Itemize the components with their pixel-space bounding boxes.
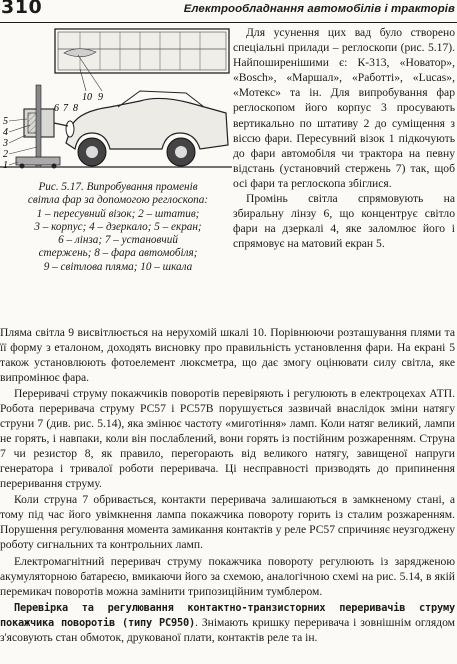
screen-scale-drawing [55, 29, 229, 73]
paragraph: Електромагнітний переривач струму покажчика повороту регулюють із зарядженою акумуляторною батареєю, вмикаючи його за схемою, аналогічною схемі на рис. 5.14, в якій перемикач поворотів можна замінити трипозиційним тумблером. [0, 554, 455, 598]
callout-5: 5 [3, 116, 8, 127]
right-column-text [233, 25, 455, 251]
reglоscope-illustration [0, 25, 232, 180]
paragraph: Пляма світла 9 висвітлюється на нерухомій шкалі 10. Порівнюючи розташування плями та її форму з еталоном, доходять висновку про правильність установлення фари. На екрані 5 також установлюють фотоелемент люксметра, що дає змогу оцінювати силу світла, яке випромінює фара. [0, 326, 455, 384]
figure-reglоscope [0, 25, 232, 180]
paragraph: Промінь світла спрямовують на збиральну лінзу 6, що концентрує світло фари на дзеркалі 4, яке заломлює його і спрямовує на матовий екран 5. [233, 192, 455, 251]
caption-line: 3 – корпус; 4 – дзеркало; 5 – екран; [34, 220, 202, 233]
callout-10: 10 [82, 92, 92, 103]
page-header [0, 0, 457, 23]
callout-8: 8 [73, 103, 78, 114]
running-title: Електрообладнання автомобілів і тракторів [183, 3, 455, 15]
paragraph-with-heading [0, 601, 455, 646]
callout-7: 7 [63, 103, 68, 114]
paragraph: Для усунення цих вад було створено спеціальні прилади – реглоскопи (рис. 5.17). Найпоширенішими є: К-313, «Новатор», «Bosch», «Маршал», «Работті», «Lucas», «Мотекс» та ін. Для випробування фар реглоскопом його корпус 3 просувають вертикально по штативу 2 до суміщення з віссю фари. Пересувний візок 1 підкочують до фари автомобіля чи трактора на певну відстань (установчий стержень 7) так, щоб осі фари та реглоскопа збіглися. [233, 26, 455, 190]
callout-6: 6 [54, 103, 59, 114]
callout-1: 1 [3, 160, 8, 171]
page-number: 310 [1, 0, 43, 18]
caption-line: стержень; 8 – фара автомобіля; [38, 247, 198, 260]
callout-3: 3 [3, 138, 8, 149]
caption-line: Рис. 5.17. Випробування променів [38, 181, 198, 193]
caption-line: 9 – світлова пляма; 10 – шкала [43, 260, 193, 273]
callout-9: 9 [98, 92, 103, 103]
body-text [0, 326, 455, 648]
paragraph: Коли струна 7 обривається, контакти переривача залишаються в замкненому стані, а тому під час його увімкнення лампа покажчика повороту горить із сталим розжаренням. Порушення регулювання моментa замикання контактів у реле РС57 спричиняє неузгоджену роботу сигнальних та контрольних ламп. [0, 493, 455, 552]
callout-2: 2 [3, 149, 8, 160]
paragraph: Переривачі струму покажчиків поворотів перевіряють і регулюють в електроцехах АТП. Робота переривача струму РС57 і РС57В порушується зазвичай внаслідок зміни натягу струни 7 (див. рис. 5.14), яка змінює частоту «миготіння» ламп. Коли натяг великий, лампи не горять, і навпаки, коли він послаблений, вони горять із постійним розжаренням. Струна 7 чи резистор 8, як правило, перегорають від великого натягу, завищеної напруги генератора і тривалої роботи переривача. Ці несправності призводять до припинення переривання струму. [0, 387, 455, 491]
caption-line: 1 – пересувний візок; 2 – штатив; [36, 207, 200, 220]
reglоscope-device [16, 85, 68, 169]
caption-line: світла фар за допомогою реглоскопа: [27, 194, 209, 207]
figure-caption [8, 181, 228, 274]
callout-4: 4 [3, 127, 8, 138]
caption-line: 6 – лінза; 7 – установчий [58, 234, 178, 247]
paragraph-rest: . Знімають кришку переривача і зовнішнім оглядом з'ясовують стан обмоток, друкованої плати, контактів реле та ін. [0, 616, 455, 645]
inline-heading: Перевірка та регулювання контактно-транзисторних переривачів струму покажчика поворотів (типу РС950) [0, 602, 455, 630]
